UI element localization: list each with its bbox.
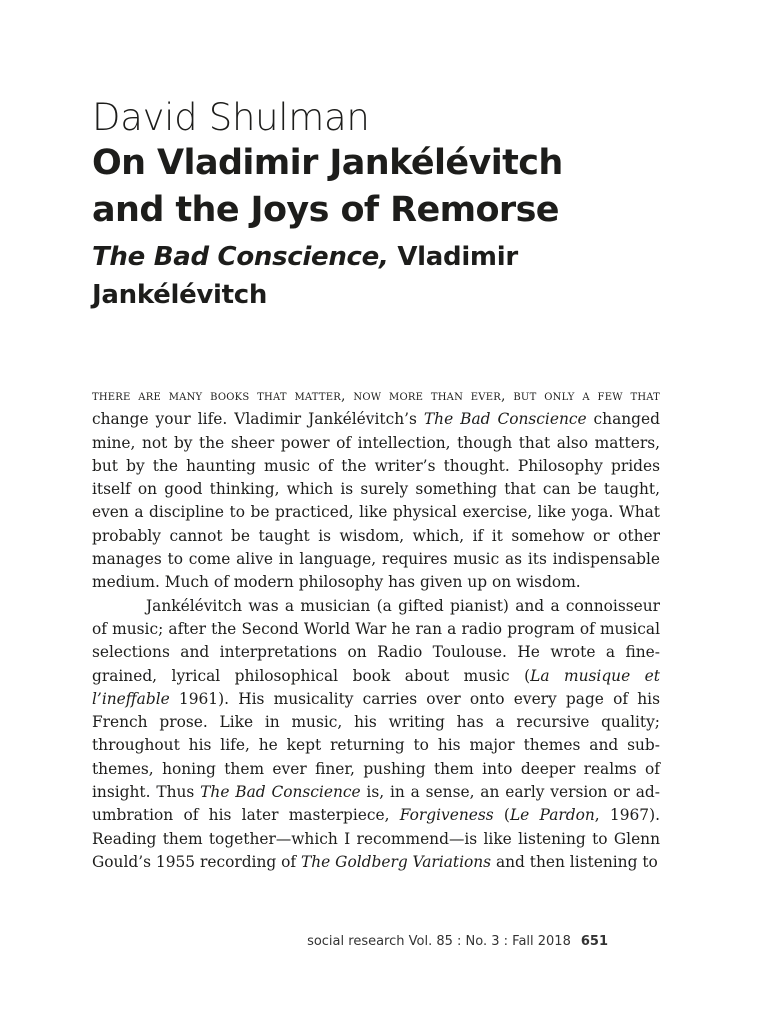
- journal-citation: social research Vol. 85 : No. 3 : Fall 2018: [307, 934, 571, 949]
- reviewed-book-author: Vladimir Jankélévitch: [92, 242, 518, 310]
- reviewed-book: [92, 238, 692, 314]
- p2-text-3: is, in a sense, an early version or adumbration of his later masterpiece,: [92, 783, 660, 825]
- paragraph-1: [92, 384, 660, 595]
- reviewed-book-title: The Bad Conscience,: [92, 242, 389, 272]
- p1-italic-1: The Bad Conscience: [423, 410, 587, 429]
- page-number: 651: [580, 934, 608, 949]
- p2-text-5: , 1967). Reading them together—which I recommend—is like listening to Glenn Gould’s 1955 recording of: [92, 806, 660, 871]
- page-footer: [307, 934, 608, 949]
- p2-italic-3: Forgiveness: [399, 806, 494, 825]
- p2-italic-2: The Bad Conscience: [200, 783, 361, 802]
- article-title: [92, 140, 692, 234]
- p1-text-1: change your life. Vladimir Jankélévitch’s: [92, 410, 424, 429]
- article-header: [92, 96, 692, 314]
- p2-italic-4: Le Pardon: [509, 806, 595, 825]
- author-name: David Shulman: [92, 96, 370, 139]
- p2-text-4: (: [493, 806, 510, 825]
- p2-text-2: 1961). His musicality carries over onto every page of his French prose. Like in music, his writing has a recursive quality; throughout his life, he kept returning to his major themes and subthemes, honing them ever finer, pushing them into deeper realms of insight. Thus: [92, 689, 660, 802]
- title-line-2: and the Joys of Remorse: [92, 190, 559, 230]
- p1-text-2: changed mine, not by the sheer power of intellection, though that also matters, but by the haunting music of the writer’s thought. Philosophy prides itself on good thinking, which is surely something that can be taught, even a discipline to be practiced, like physical exercise, like yoga. What probably cannot be taught is wisdom, which, if it somehow or other manages to come alive in language, requires music as its indispensable medium. Much of modern philosophy has given up on wisdom.: [92, 410, 660, 592]
- title-line-1: On Vladimir Jankélévitch: [92, 143, 563, 183]
- paragraph-2: [92, 595, 660, 875]
- p2-text-1: Jankélévitch was a musician (a gifted pianist) and a connoisseur of music; after the Second World War he ran a radio program of musical selections and interpretations on Radio Toulouse. He wrote a fine-grained, lyrical philosophical book about music (: [92, 596, 660, 685]
- p2-italic-1: La musique et l’ineffable: [92, 666, 660, 708]
- opening-smallcaps: there are many books that matter, now more than ever, but only a few that: [92, 388, 660, 404]
- p2-text-6: and then listening to: [491, 852, 658, 871]
- p2-italic-5: The Goldberg Variations: [300, 852, 492, 871]
- article-body: [92, 384, 660, 874]
